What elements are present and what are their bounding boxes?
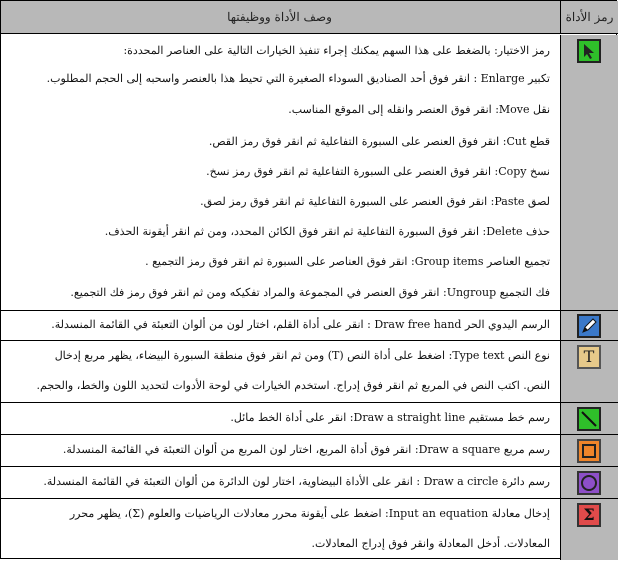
desc-line: فك التجميع Ungroup: انقر فوق العنصر في المجموعة والمراد تفكيكه ومن ثم انقر فوق رمز فك التجميع. xyxy=(70,286,550,299)
desc-cell xyxy=(1,341,561,402)
desc-line: إدخال معادلة Input an equation: اضغط على أيقونة محرر معادلات الرياضيات والعلوم (Σ)، يظهر محرر xyxy=(69,507,550,520)
desc-line: نوع النص Type text: اضغط على أداة النص (T) ومن ثم انقر فوق منطقة السبورة البيضاء، يظهر مربع إدخال xyxy=(54,349,550,362)
selection-arrow-icon[interactable] xyxy=(577,39,601,63)
square-icon xyxy=(579,441,599,461)
icon-cell xyxy=(561,35,618,310)
desc-cell xyxy=(1,467,561,498)
table-row-pen xyxy=(1,311,618,341)
desc-line: رسم خط مستقيم Draw a straight line: انقر على أداة الخط مائل. xyxy=(230,411,550,424)
desc-line: المعادلات. أدخل المعادلة وانقر فوق إدراج المعادلات. xyxy=(311,537,550,550)
table-header xyxy=(1,1,618,34)
icon-cell xyxy=(561,403,618,434)
table-row-text xyxy=(1,341,618,403)
table-row-square xyxy=(1,435,618,467)
header-desc-label: وصف الأداة ووظيفتها xyxy=(227,10,332,24)
pen-tool-icon[interactable] xyxy=(577,314,601,338)
desc-line: رسم مربع Draw a square: انقر فوق أداة المربع، اختار لون المربع من ألوان التعبئة في القائمة المنسدلة. xyxy=(62,443,550,456)
icon-cell xyxy=(561,467,618,498)
circle-icon xyxy=(579,473,599,493)
desc-line: رسم دائرة Draw a circle : انقر على الأداة البيضاوية، اختار لون الدائرة من ألوان التعبئة في القائمة المنسدلة. xyxy=(43,475,550,488)
pen-icon xyxy=(579,316,599,336)
desc-cell xyxy=(1,435,561,466)
header-desc-cell xyxy=(1,1,561,33)
icon-cell xyxy=(561,341,618,402)
line-icon xyxy=(579,409,599,429)
text-tool-icon[interactable]: T xyxy=(577,345,601,369)
arrow-icon xyxy=(579,41,599,61)
icon-cell xyxy=(561,435,618,466)
desc-line: رمز الاختيار: بالضغط على هذا السهم يمكنك إجراء تنفيذ الخيارات التالية على العناصر المحددة: xyxy=(123,44,550,57)
desc-line: لصق Paste: انقر فوق العنصر على السبورة التفاعلية ثم انقر فوق رمز لصق. xyxy=(200,195,550,208)
icon-cell xyxy=(561,311,618,340)
circle-tool-icon[interactable] xyxy=(577,471,601,495)
table-row-equation xyxy=(1,499,618,560)
square-tool-icon[interactable] xyxy=(577,439,601,463)
desc-line: النص. اكتب النص في المربع ثم انقر فوق إدراج. استخدم الخيارات في لوحة الأدوات لتحديد اللون والخط، والحجم. xyxy=(36,379,550,392)
line-tool-icon[interactable] xyxy=(577,407,601,431)
header-icon-cell xyxy=(561,1,618,33)
desc-cell xyxy=(1,499,561,560)
sigma-tool-icon[interactable]: Σ xyxy=(577,503,601,527)
table-row-select xyxy=(1,35,618,311)
desc-cell xyxy=(1,403,561,434)
desc-line: قطع Cut: انقر فوق العنصر على السبورة التفاعلية ثم انقر فوق رمز القص. xyxy=(208,135,550,148)
icon-cell xyxy=(561,499,618,560)
desc-line: تكبير Enlarge : انقر فوق أحد الصناديق السوداء الصغيرة التي تحيط هذا بالعنصر واسحبه إلى الحجم المطلوب. xyxy=(46,72,550,85)
table-row-line xyxy=(1,403,618,435)
desc-line: نقل Move: انقر فوق العنصر وانقله إلى الموقع المناسب. xyxy=(288,103,550,116)
desc-line: الرسم اليدوي الحر Draw free hand : انقر على أداة القلم، اختار لون من ألوان التعبئة في القائمة المنسدلة. xyxy=(51,318,550,331)
desc-line: حذف Delete: انقر فوق السبورة التفاعلية ثم انقر فوق الكائن المحدد، ومن ثم انقر أيقونة الحذف. xyxy=(104,225,550,238)
table-row-circle xyxy=(1,467,618,499)
header-icon-label: رمز الأداة xyxy=(565,10,614,24)
desc-cell xyxy=(1,35,561,310)
desc-line: تجميع العناصر Group items: انقر فوق العناصر على السبورة ثم انقر فوق رمز التجميع . xyxy=(145,255,550,268)
desc-cell xyxy=(1,311,561,340)
desc-line: نسخ Copy: انقر فوق العنصر على السبورة التفاعلية ثم انقر فوق رمز نسخ. xyxy=(206,165,550,178)
